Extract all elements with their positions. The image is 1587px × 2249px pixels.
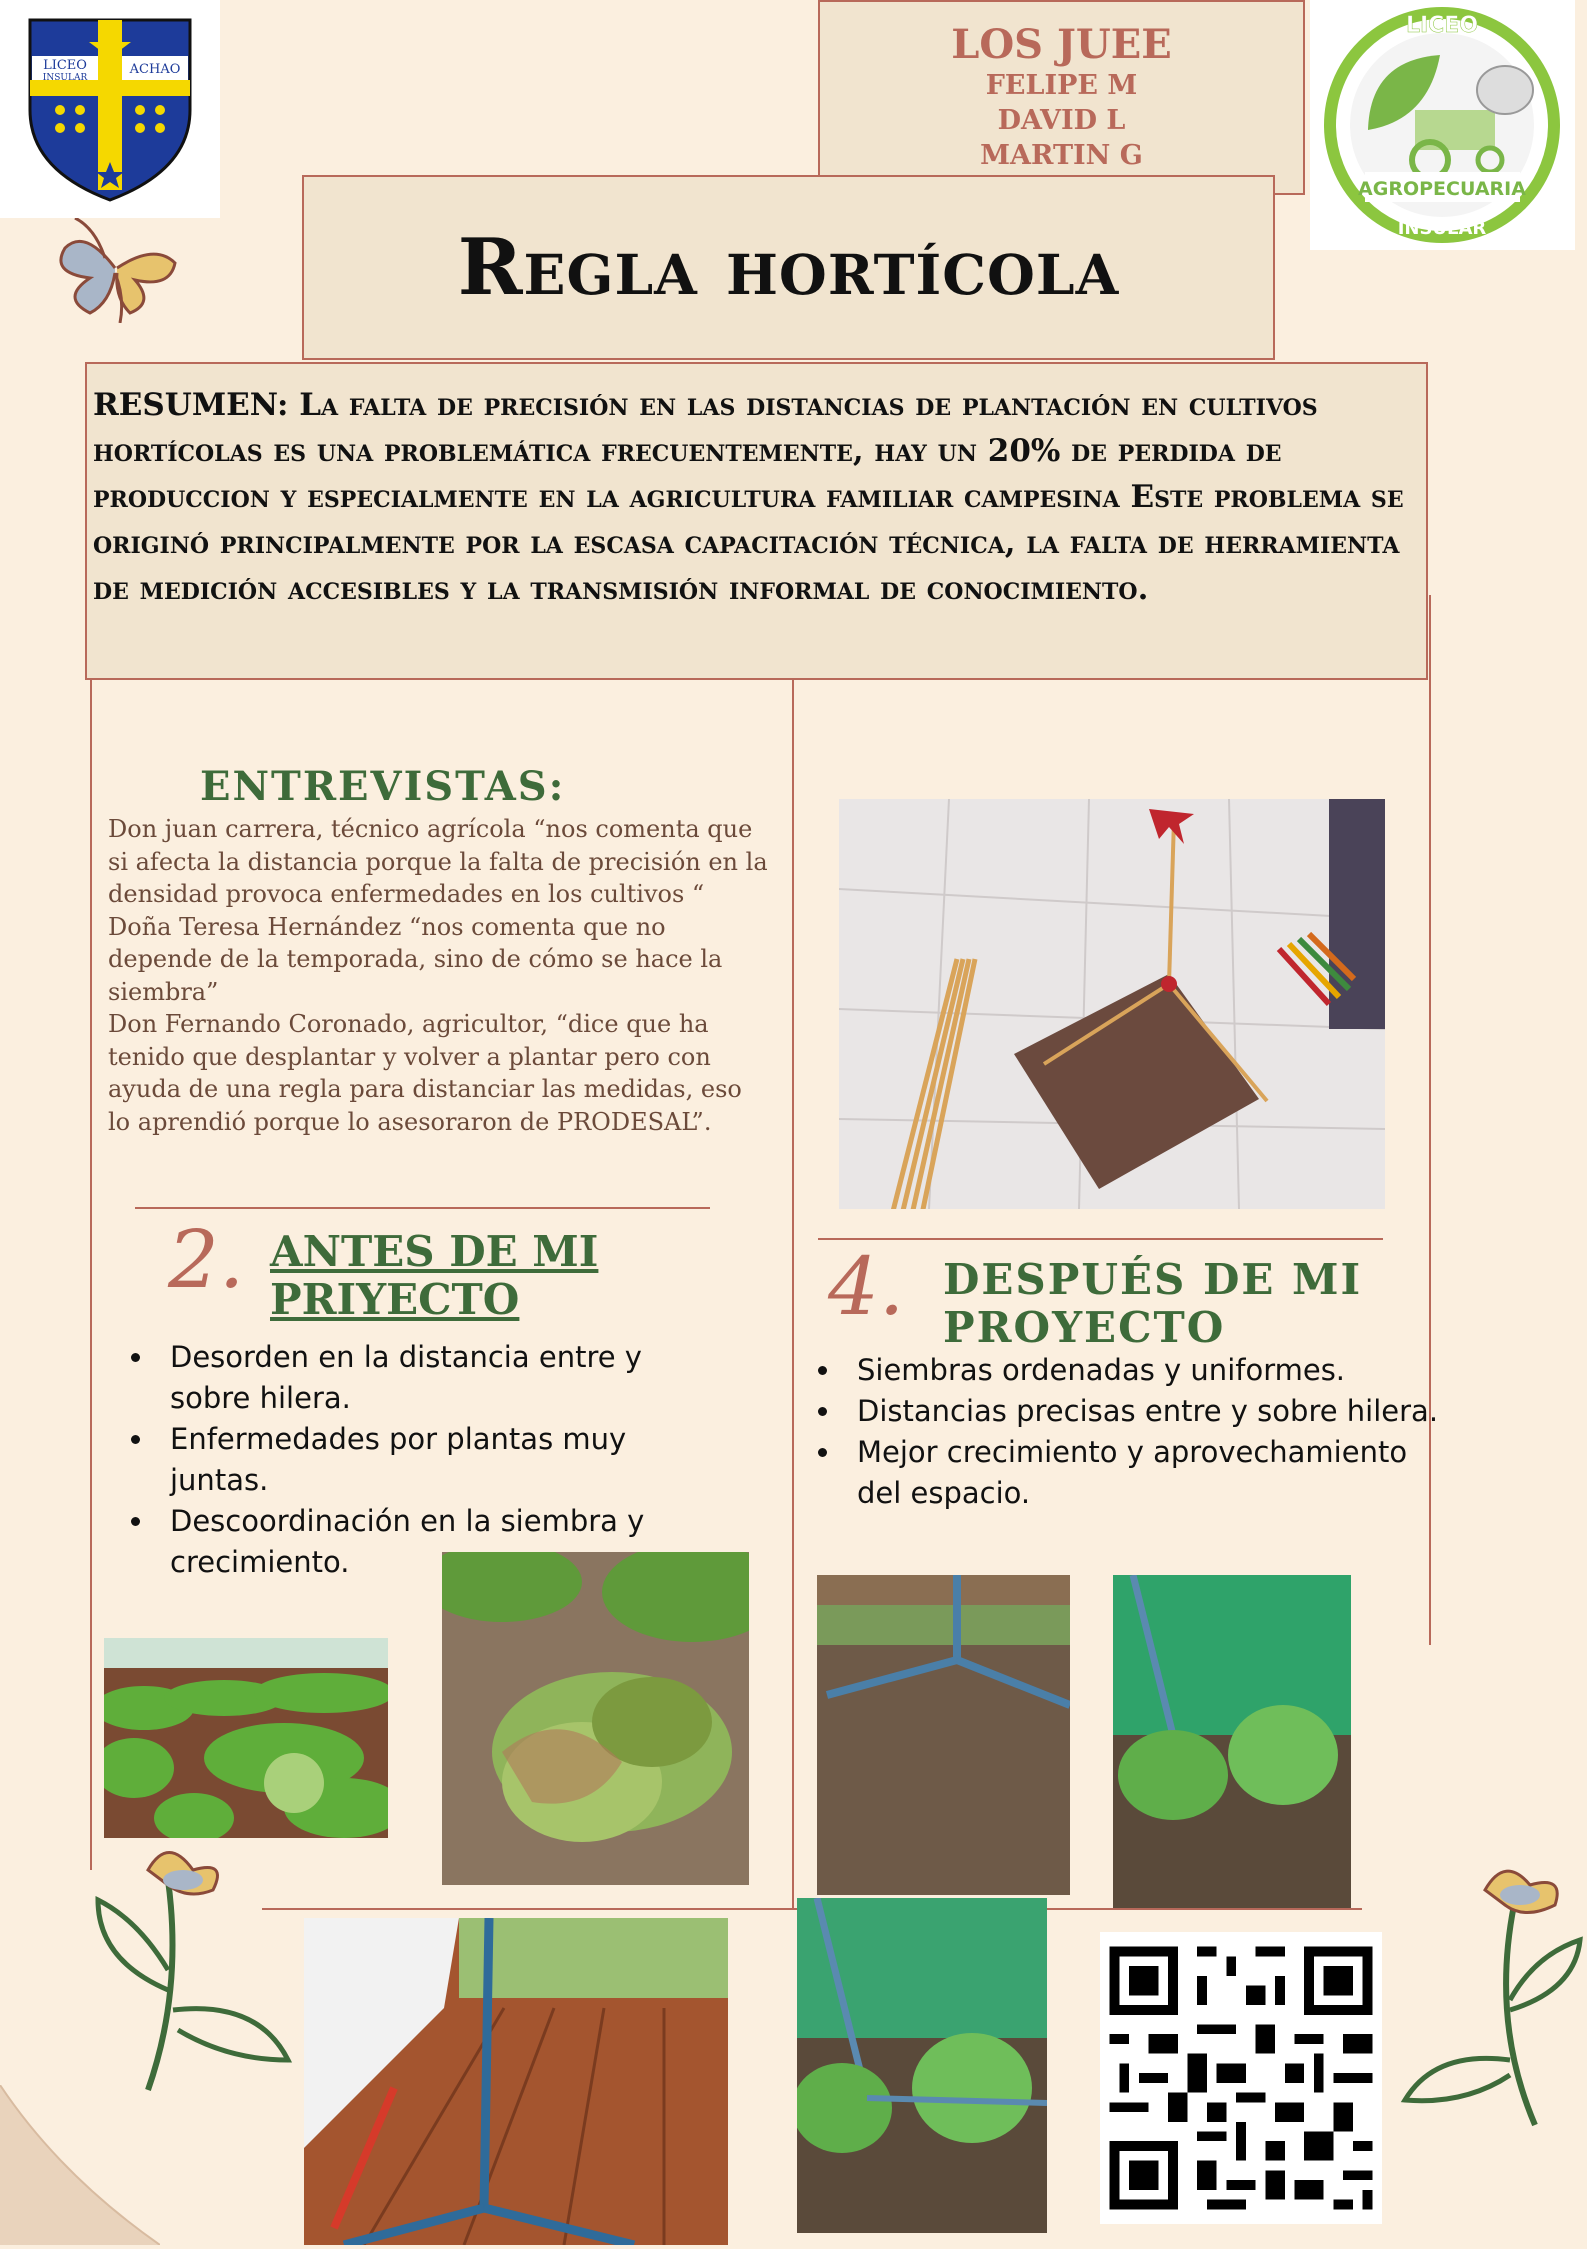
floral-decoration-right xyxy=(1395,1860,1585,2130)
after-number: 4. xyxy=(828,1240,905,1333)
before-item-3: • Descoordinación en la siembra y crecimiento. xyxy=(156,1501,726,1583)
ruler-prototype-photo xyxy=(839,799,1385,1209)
after-list xyxy=(813,1350,1453,1514)
before-heading xyxy=(270,1228,598,1324)
before-list xyxy=(126,1337,726,1583)
frame-middle-line xyxy=(792,680,794,1910)
before-heading-line2: PRIYECTO xyxy=(270,1275,520,1324)
lettuce-field-photo xyxy=(104,1638,388,1838)
agro-logo-top-text: LICEO xyxy=(1405,13,1479,38)
interview-underline xyxy=(135,1207,710,1209)
agro-logo-bottom-text: INSULAR xyxy=(1397,218,1487,239)
school-logo-top-text: LICEO xyxy=(43,58,87,73)
team-member-1: FELIPE M xyxy=(985,70,1138,101)
after-heading-line2: PROYECTO xyxy=(943,1303,1226,1352)
before-heading-line1: ANTES DE MI xyxy=(270,1227,599,1276)
after-heading xyxy=(943,1256,1362,1352)
page-curl-decoration xyxy=(0,2085,160,2245)
diseased-lettuce-photo xyxy=(442,1552,749,1885)
team-member-2: DAVID L xyxy=(997,105,1126,136)
team-name: LOS JUEE xyxy=(951,21,1172,68)
interviews-heading: ENTREVISTAS: xyxy=(200,763,566,810)
frame-left-line xyxy=(90,680,92,1870)
school-logo xyxy=(0,0,220,218)
team-member-3: MARTIN G xyxy=(980,140,1143,171)
before-item-1: • Desorden en la distancia entre y sobre hilera. xyxy=(156,1337,726,1419)
school-logo-right-text: ACHAO xyxy=(129,62,181,77)
floral-decoration-left xyxy=(88,1840,298,2100)
after-item-1: • Siembras ordenadas y uniformes. xyxy=(843,1350,1453,1391)
after-item-3: • Mejor crecimiento y aprovechamiento del espacio. xyxy=(843,1432,1453,1514)
summary-text: RESUMEN: La falta de precisión en las distancias de plantación en cultivos hortícolas es una problemática frecuentemente, hay un 20% de perdida de produccion y especialmente en la agricultura familiar campesina Este problema se originó principalmente por la escasa capacitación técnica, la falta de herramienta de medición accesibles y la transmisión informal de conocimiento. xyxy=(93,387,1404,607)
greenhouse-plants-photo-1 xyxy=(1113,1575,1351,1908)
school-logo-left-text: INSULAR xyxy=(42,73,88,83)
agro-logo-middle-text: AGROPECUARIA xyxy=(1358,178,1526,200)
interview-paragraph-3: Don Fernando Coronado, agricultor, “dice que ha tenido que desplantar y volver a plantar pero con ayuda de una regla para distanciar las medidas, eso lo aprendió porque lo asesoraron de PRODESAL”. xyxy=(108,1010,742,1136)
interview-paragraph-2: Doña Teresa Hernández “nos comenta que no depende de la temporada, sino de cómo se hace la siembra” xyxy=(108,912,723,1006)
butterfly-decoration xyxy=(45,218,185,323)
page-title: Regla hortícola xyxy=(457,222,1120,313)
interview-paragraph-1: Don juan carrera, técnico agrícola “nos comenta que si afecta la distancia porque la falta de precisión en la densidad provoca enfermedades en los cultivos “ xyxy=(108,815,768,908)
ruler-on-soil-photo xyxy=(817,1575,1070,1895)
after-item-2: • Distancias precisas entre y sobre hilera. xyxy=(843,1391,1453,1432)
after-heading-line1: DESPUÉS DE MI xyxy=(943,1255,1363,1304)
qr-code[interactable] xyxy=(1100,1932,1382,2224)
summary-box xyxy=(85,362,1428,680)
ruler-on-floor-photo xyxy=(304,1918,728,2245)
before-item-2: • Enfermedades por plantas muy juntas. xyxy=(156,1419,726,1501)
team-box xyxy=(818,0,1305,195)
agro-logo xyxy=(1310,0,1575,250)
title-box xyxy=(302,175,1275,360)
interviews-section xyxy=(108,765,768,1138)
greenhouse-plants-photo-2 xyxy=(797,1898,1047,2233)
before-number: 2. xyxy=(168,1213,245,1306)
